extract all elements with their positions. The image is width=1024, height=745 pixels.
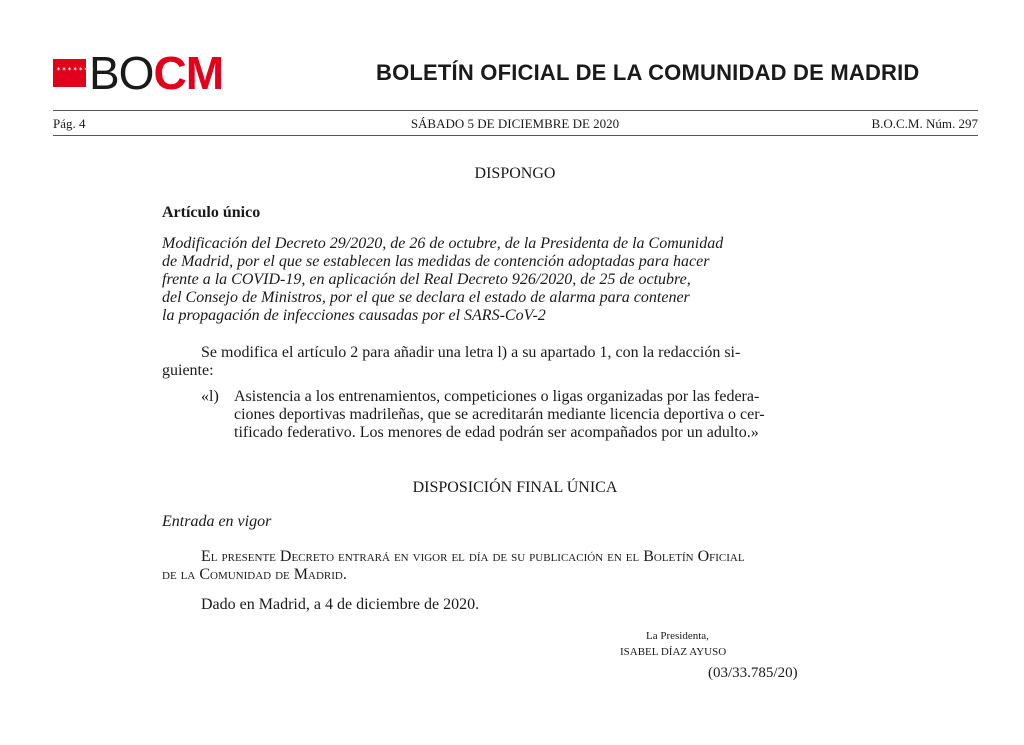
madrid-flag-icon xyxy=(53,59,95,87)
article-title: Artículo único xyxy=(162,204,261,221)
bocm-logo xyxy=(53,47,224,99)
article-subtitle-line: del Consejo de Ministros, por el que se declara el estado de alarma para contener xyxy=(162,289,690,306)
item-line: ciones deportivas madrileñas, que se acreditarán mediante licencia deportiva o cer- xyxy=(234,406,765,423)
item-label: «l) xyxy=(201,388,219,405)
entry-paragraph-line: de la Comunidad de Madrid. xyxy=(162,566,347,583)
logo-bo: BO xyxy=(89,47,154,99)
signature-name: ISABEL DÍAZ AYUSO xyxy=(620,646,727,658)
final-disposition-heading: DISPOSICIÓN FINAL ÚNICA xyxy=(412,479,618,496)
dispongo-heading: DISPONGO xyxy=(474,165,556,182)
page-number: Pág. 4 xyxy=(53,116,86,131)
article-subtitle-line: de Madrid, por el que se establecen las medidas de contención adoptadas para hacer xyxy=(162,253,710,270)
entry-paragraph-line: El presente Decreto entrará en vigor el día de su publicación en el Boletín Oficial xyxy=(201,548,745,565)
issue-number: B.O.C.M. Núm. 297 xyxy=(871,116,978,131)
article-subtitle-line: frente a la COVID-19, en aplicación del Real Decreto 926/2020, de 25 de octubre, xyxy=(162,271,691,288)
modify-paragraph-line: guiente: xyxy=(162,362,214,379)
header-rule-top xyxy=(53,110,978,111)
modify-paragraph-line: Se modifica el artículo 2 para añadir una letra l) a su apartado 1, con la redacción si- xyxy=(201,344,741,361)
given-in-madrid: Dado en Madrid, a 4 de diciembre de 2020. xyxy=(201,596,480,613)
header-rule-bottom xyxy=(53,135,978,136)
item-line: Asistencia a los entrenamientos, competiciones o ligas organizadas por las federa- xyxy=(234,388,760,405)
entry-into-force-title: Entrada en vigor xyxy=(162,513,272,530)
article-subtitle-line: la propagación de infecciones causadas por el SARS-CoV-2 xyxy=(162,307,546,324)
item-line: tificado federativo. Los menores de edad podrán ser acompañados por un adulto.» xyxy=(234,424,759,441)
publication-title: BOLETÍN OFICIAL DE LA COMUNIDAD DE MADRID xyxy=(376,60,920,85)
signature-role: La Presidenta, xyxy=(646,630,709,642)
logo-cm: CM xyxy=(153,47,224,99)
article-subtitle-line: Modificación del Decreto 29/2020, de 26 de octubre, de la Presidenta de la Comunidad xyxy=(162,235,724,252)
issue-date: SÁBADO 5 DE DICIEMBRE DE 2020 xyxy=(410,116,620,131)
logo-wordmark xyxy=(89,47,224,99)
flag-stars: ✶✶✶✶✶✶✶ xyxy=(56,66,95,73)
document-reference: (03/33.785/20) xyxy=(708,665,798,681)
